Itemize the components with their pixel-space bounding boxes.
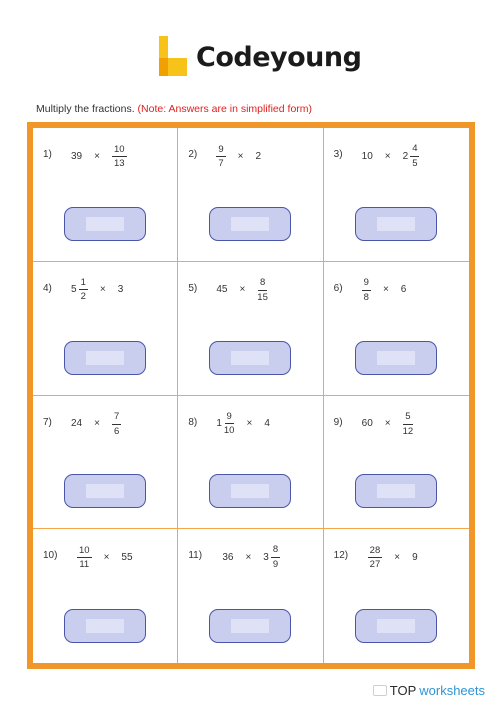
problem-expression bbox=[216, 408, 270, 440]
whole-number: 4 bbox=[264, 418, 270, 429]
times-symbol: × bbox=[245, 551, 252, 563]
times-symbol: × bbox=[237, 150, 244, 162]
times-symbol: × bbox=[239, 284, 246, 296]
answer-box[interactable] bbox=[355, 609, 437, 643]
problem-number: 1) bbox=[43, 149, 52, 160]
fraction bbox=[216, 145, 225, 169]
answer-box[interactable] bbox=[209, 341, 291, 375]
numerator: 8 bbox=[258, 278, 267, 291]
problem-expression bbox=[216, 274, 268, 306]
numerator: 4 bbox=[410, 144, 419, 157]
problem-cell bbox=[33, 262, 178, 396]
problem-cell bbox=[178, 128, 323, 262]
times-symbol: × bbox=[103, 551, 110, 563]
whole-number: 10 bbox=[361, 150, 373, 162]
denominator: 8 bbox=[363, 291, 369, 303]
fraction bbox=[368, 546, 383, 570]
instructions bbox=[36, 103, 312, 115]
problem-number: 4) bbox=[43, 282, 52, 294]
fraction bbox=[362, 278, 371, 302]
operand bbox=[118, 284, 124, 295]
times-symbol: × bbox=[384, 418, 391, 429]
fraction bbox=[257, 278, 268, 302]
problem-cell bbox=[178, 396, 323, 530]
problem-number: 10) bbox=[43, 550, 58, 562]
times-symbol: × bbox=[384, 150, 391, 162]
problem-expression bbox=[71, 408, 121, 440]
whole-number: 55 bbox=[121, 551, 133, 563]
problem-cell bbox=[324, 128, 469, 262]
operand bbox=[255, 151, 261, 162]
denominator: 27 bbox=[369, 559, 381, 571]
whole-number: 9 bbox=[412, 551, 418, 563]
problem-expression bbox=[368, 541, 418, 573]
answer-input[interactable] bbox=[210, 342, 290, 374]
answer-input[interactable] bbox=[356, 475, 436, 507]
problem-expression bbox=[222, 541, 280, 573]
problem-cell bbox=[33, 529, 178, 663]
problem-expression bbox=[71, 274, 123, 306]
problem-expression bbox=[362, 274, 407, 306]
instructions-note: (Note: Answers are in simplified form) bbox=[137, 103, 313, 115]
answer-input[interactable] bbox=[210, 475, 290, 507]
denominator: 12 bbox=[402, 425, 414, 437]
times-symbol: × bbox=[99, 284, 106, 296]
brand-name: Codeyoung bbox=[196, 41, 362, 73]
problem-expression bbox=[362, 140, 420, 172]
problem-number: 8) bbox=[188, 416, 198, 428]
fraction bbox=[79, 278, 88, 302]
topworksheets-logo-icon bbox=[373, 685, 387, 696]
problem-number: 5) bbox=[188, 282, 198, 294]
operand bbox=[216, 144, 225, 169]
numerator: 10 bbox=[112, 145, 127, 158]
denominator: 6 bbox=[113, 425, 120, 437]
codeyoung-logo-icon bbox=[156, 36, 188, 78]
numerator: 5 bbox=[403, 412, 412, 425]
mixed-whole: 5 bbox=[71, 284, 77, 296]
times-symbol: × bbox=[394, 551, 401, 563]
operand bbox=[412, 552, 418, 563]
problem-cell bbox=[33, 396, 178, 530]
times-symbol: × bbox=[94, 418, 100, 429]
problem-number: 3) bbox=[333, 149, 343, 160]
problem-cell bbox=[324, 262, 469, 396]
whole-number: 45 bbox=[216, 284, 228, 296]
problem-number: 11) bbox=[188, 550, 203, 562]
denominator: 2 bbox=[80, 291, 86, 303]
footer-worksheets: worksheets bbox=[419, 683, 485, 698]
operand bbox=[403, 144, 420, 168]
numerator: 8 bbox=[271, 545, 280, 558]
problem-expression bbox=[71, 140, 127, 172]
problem-number: 9) bbox=[333, 416, 343, 428]
problem-expression bbox=[362, 408, 414, 440]
operand bbox=[71, 151, 82, 162]
answer-input[interactable] bbox=[210, 610, 290, 642]
answer-box[interactable] bbox=[355, 207, 437, 241]
whole-number: 6 bbox=[400, 284, 407, 296]
times-symbol: × bbox=[94, 150, 100, 162]
problem-cell bbox=[178, 262, 323, 396]
mixed-whole: 2 bbox=[402, 150, 409, 162]
whole-number: 3 bbox=[117, 284, 124, 296]
problem-expression bbox=[77, 541, 133, 573]
answer-box[interactable] bbox=[64, 207, 146, 241]
topworksheets-logo[interactable] bbox=[373, 683, 485, 698]
operand bbox=[71, 418, 82, 429]
answer-input[interactable] bbox=[210, 208, 290, 240]
fraction bbox=[403, 412, 414, 436]
times-symbol: × bbox=[382, 284, 389, 296]
fraction bbox=[410, 144, 419, 168]
numerator: 9 bbox=[225, 412, 234, 425]
operand bbox=[403, 411, 414, 436]
denominator: 5 bbox=[412, 157, 418, 169]
mixed-whole: 1 bbox=[216, 418, 222, 429]
worksheet-grid bbox=[27, 122, 475, 669]
answer-box[interactable] bbox=[64, 609, 146, 643]
operand bbox=[112, 144, 127, 169]
times-symbol: × bbox=[246, 418, 253, 429]
problem-cell bbox=[178, 529, 323, 663]
operand bbox=[401, 284, 407, 295]
problem-number: 2) bbox=[188, 149, 198, 160]
operand bbox=[121, 552, 132, 563]
answer-input[interactable] bbox=[65, 475, 145, 507]
answer-input[interactable] bbox=[65, 610, 145, 642]
answer-input[interactable] bbox=[356, 610, 436, 642]
fraction bbox=[224, 412, 235, 436]
problem-number: 6) bbox=[333, 282, 343, 294]
fraction bbox=[271, 545, 280, 569]
whole-number: 36 bbox=[222, 551, 234, 563]
denominator: 10 bbox=[223, 425, 235, 436]
numerator: 9 bbox=[216, 145, 225, 158]
denominator: 7 bbox=[218, 158, 224, 169]
operand bbox=[263, 545, 280, 569]
answer-input[interactable] bbox=[356, 342, 436, 374]
numerator: 28 bbox=[368, 546, 383, 559]
operand bbox=[71, 278, 88, 302]
fraction bbox=[112, 412, 121, 436]
operand bbox=[112, 411, 121, 436]
denominator: 11 bbox=[79, 559, 90, 571]
operand bbox=[362, 277, 371, 302]
denominator: 9 bbox=[272, 558, 279, 570]
whole-number: 39 bbox=[71, 150, 83, 162]
mixed-whole: 3 bbox=[263, 551, 269, 563]
problem-cell bbox=[324, 529, 469, 663]
whole-number: 24 bbox=[71, 418, 83, 429]
operand bbox=[362, 151, 373, 162]
footer-top: TOP bbox=[389, 683, 417, 698]
numerator: 1 bbox=[79, 278, 88, 291]
whole-number: 60 bbox=[361, 418, 373, 429]
answer-box[interactable] bbox=[64, 474, 146, 508]
operand bbox=[216, 284, 227, 295]
operand bbox=[264, 418, 270, 429]
operand bbox=[216, 412, 234, 436]
fraction bbox=[77, 546, 92, 570]
denominator: 13 bbox=[113, 158, 125, 169]
answer-input[interactable] bbox=[65, 208, 145, 240]
answer-box[interactable] bbox=[209, 207, 291, 241]
answer-box[interactable] bbox=[355, 341, 437, 375]
problem-number: 7) bbox=[43, 416, 52, 428]
codeyoung-logo bbox=[156, 34, 361, 80]
whole-number: 2 bbox=[255, 150, 262, 162]
fraction bbox=[112, 145, 127, 169]
operand bbox=[257, 277, 268, 302]
denominator: 15 bbox=[257, 291, 268, 303]
answer-box[interactable] bbox=[209, 474, 291, 508]
operand bbox=[362, 418, 373, 429]
answer-box[interactable] bbox=[209, 609, 291, 643]
operand bbox=[77, 545, 92, 570]
operand bbox=[222, 552, 233, 563]
problem-number: 12) bbox=[333, 550, 349, 562]
answer-box[interactable] bbox=[64, 341, 146, 375]
answer-box[interactable] bbox=[355, 474, 437, 508]
problem-expression bbox=[216, 140, 261, 172]
numerator: 7 bbox=[112, 412, 121, 425]
answer-input[interactable] bbox=[65, 342, 145, 374]
problem-cell bbox=[324, 396, 469, 530]
instructions-text: Multiply the fractions. bbox=[36, 103, 138, 115]
problem-cell bbox=[33, 128, 178, 262]
answer-input[interactable] bbox=[356, 208, 436, 240]
numerator: 9 bbox=[362, 278, 371, 291]
numerator: 10 bbox=[77, 546, 92, 559]
operand bbox=[368, 545, 383, 570]
